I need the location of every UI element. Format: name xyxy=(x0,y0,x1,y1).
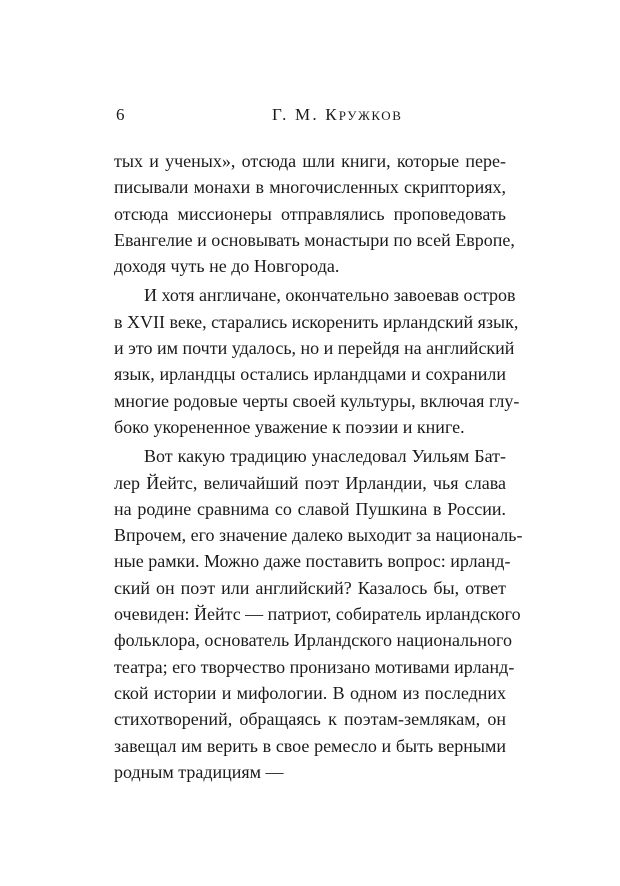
text-line: Евангелие и основывать монастыри по всей Европе, xyxy=(114,229,515,250)
text-line: фольклора, основатель Ирландского национального xyxy=(114,630,512,651)
text-line: ской истории и мифологии. В одном из последних xyxy=(114,682,506,703)
text-line: боко укорененное уважение к поэзии и книге. xyxy=(114,416,465,437)
running-head-author-prefix: Г. М. К xyxy=(272,105,339,124)
text-line: Впрочем, его значение далеко выходит за националь- xyxy=(114,525,523,546)
text-line: многие родовые черты своей культуры, включая глу- xyxy=(114,390,520,411)
text-line: писывали монахи в многочисленных скрипториях, xyxy=(114,177,506,198)
page-number: 6 xyxy=(116,105,125,124)
text-line: очевиден: Йейтс — патриот, собиратель ирландского xyxy=(114,604,521,625)
paragraph-2 xyxy=(114,282,520,440)
paragraph-3 xyxy=(114,443,523,785)
text-line: язык, ирландцы остались ирландцами и сохранили xyxy=(114,364,506,385)
text-line: стихотворений, обращаясь к поэтам-землякам, он xyxy=(114,709,506,730)
text-line: ский он поэт или английский? Казалось бы, ответ xyxy=(114,577,506,598)
running-head-author-rest: РУЖКОВ xyxy=(338,108,403,123)
text-line: родным традициям — xyxy=(114,761,284,782)
text-line: доходя чуть не до Новгорода. xyxy=(114,256,340,277)
text-line: ные рамки. Можно даже поставить вопрос: ирланд- xyxy=(114,551,511,572)
text-line: тых и ученых», отсюда шли книги, которые пере- xyxy=(114,151,506,171)
text-line: театра; его творчество пронизано мотивами ирланд- xyxy=(114,656,515,677)
text-line: и это им почти удалось, но и перейдя на английский xyxy=(114,338,515,359)
text-line: лер Йейтс, величайший поэт Ирландии, чья слава xyxy=(114,472,506,493)
text-line: И хотя англичане, окончательно завоевав остров xyxy=(144,285,516,306)
text-line: Вот какую традицию унаследовал Уильям Бат- xyxy=(144,446,506,467)
text-line: в XVII веке, старались искоренить ирландский язык, xyxy=(114,311,519,332)
paragraph-1 xyxy=(114,148,515,279)
text-line: завещал им верить в свое ремесло и быть верными xyxy=(114,735,506,756)
text-line: на родине сравнима со славой Пушкина в России. xyxy=(114,498,506,519)
text-line: отсюда миссионеры отправлялись проповедовать xyxy=(114,203,506,224)
running-head xyxy=(272,104,403,127)
body-text xyxy=(114,148,523,785)
